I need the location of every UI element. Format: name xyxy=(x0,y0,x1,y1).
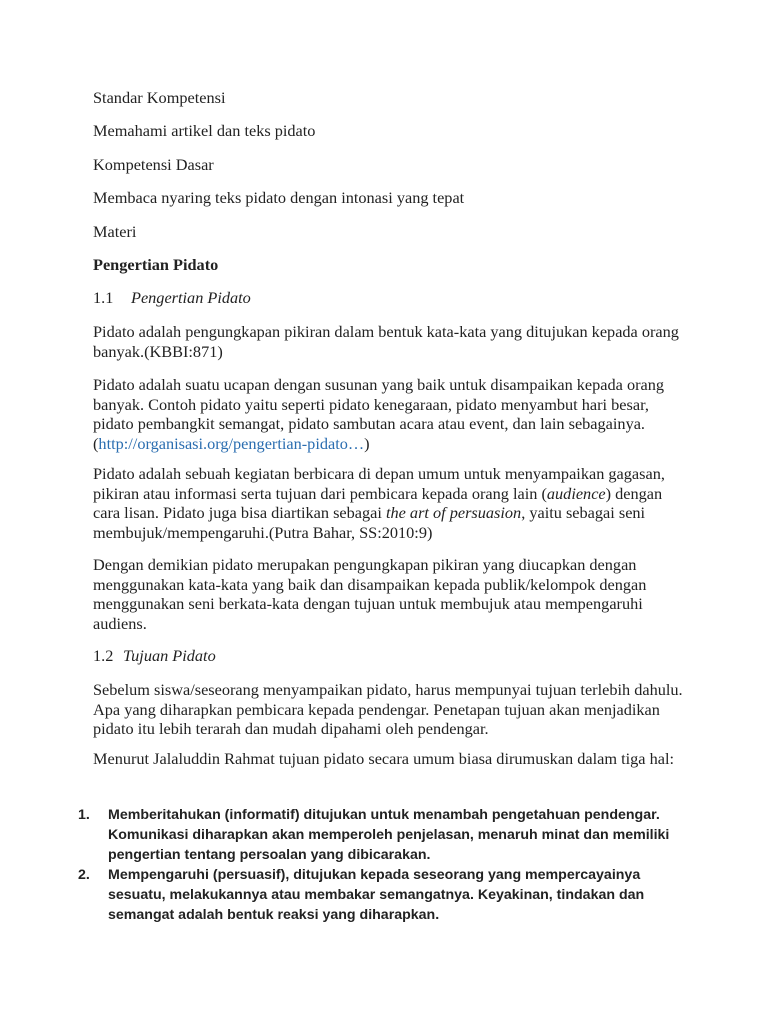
heading-pengertian-pidato: Pengertian Pidato xyxy=(93,255,219,274)
term-art-of-persuasion: the art of persuasion xyxy=(385,503,522,523)
tujuan-list xyxy=(78,805,698,925)
paragraph-conclusion: Dengan demikian pidato merupakan pengungkapan pikiran yang diucapkan dengan menggunakan kata-kata yang baik dan disampaikan kepada publik/kelompok dengan menggunakan seni berkata-kata dengan tujuan untuk membujuk atau mempengaruhi audiens. xyxy=(93,555,647,633)
paragraph-definition-putra-bahar xyxy=(93,464,683,542)
list-item xyxy=(78,865,698,925)
paragraph-text-a: Pidato adalah sebuah kegiatan berbicara di depan umum untuk menyampaikan gagasan, pikiran atau informasi serta tujuan dari pembicara kepada orang lain ( xyxy=(93,464,665,503)
section-1-1-heading xyxy=(93,288,683,308)
section-number: 1.2 xyxy=(93,646,114,665)
source-link[interactable]: http://organisasi.org/pengertian-pidato xyxy=(98,433,348,453)
standar-kompetensi-label: Standar Kompetensi xyxy=(93,88,226,107)
kompetensi-dasar-text: Membaca nyaring teks pidato dengan intonasi yang tepat xyxy=(93,188,465,207)
paragraph-text: Pidato adalah suatu ucapan dengan susunan yang baik untuk disampaikan kepada orang banyak. Contoh pidato yaitu seperti pidato kenegaraan, pidato menyambut hari besar, pidato pembangkit semangat, pidato sambutan acara atau event, dan lain sebagainya.( xyxy=(93,375,665,453)
list-item-text: Memberitahukan (informatif) ditujukan untuk menambah pengetahuan pendengar. Komunikasi diharapkan akan memperoleh penjelasan, menaruh minat dan memiliki pengertian tentang persoalan yang dibicarakan. xyxy=(108,807,670,863)
materi-label: Materi xyxy=(93,222,137,241)
paragraph-text-b: ) dengan cara lisan. Pidato juga bisa diartikan sebagai xyxy=(93,483,663,523)
list-item-text: Mempengaruhi (persuasif), ditujukan kepada seseorang yang mempercayainya sesuatu, melakukannya atau membakar semangatnya. Keyakinan, tindakan dan semangat adalah bentuk reaksi yang diharapkan. xyxy=(108,867,645,923)
standar-kompetensi-text: Memahami artikel dan teks pidato xyxy=(93,121,316,140)
list-item xyxy=(78,805,698,865)
term-audience: audience xyxy=(546,483,606,503)
link-ellipsis: … xyxy=(347,433,365,453)
section-title: Pengertian Pidato xyxy=(131,288,251,307)
section-number: 1.1 xyxy=(93,288,114,307)
paragraph-tujuan: Sebelum siswa/seseorang menyampaikan pidato, harus mempunyai tujuan terlebih dahulu. Apa yang diharapkan pembicara kepada pendengar. Penetapan tujuan akan menjadikan pidato itu lebih terarah dan mudah dipahami oleh pendengar. xyxy=(93,680,683,739)
section-title: Tujuan Pidato xyxy=(123,646,216,665)
paragraph-close: ) xyxy=(364,433,370,453)
kompetensi-dasar-label: Kompetensi Dasar xyxy=(93,155,214,174)
paragraph-text-c: , yaitu sebagai seni membujuk/mempengaruhi.(Putra Bahar, SS:2010:9) xyxy=(93,503,646,542)
paragraph-definition-kbbi: Pidato adalah pengungkapan pikiran dalam bentuk kata-kata yang ditujukan kepada orang banyak.(KBBI:871) xyxy=(93,322,679,361)
paragraph-jalaluddin-rahmat: Menurut Jalaluddin Rahmat tujuan pidato secara umum biasa dirumuskan dalam tiga hal: xyxy=(93,749,675,768)
list-marker: 2. xyxy=(78,867,90,883)
list-marker: 1. xyxy=(78,807,90,823)
section-1-2-heading xyxy=(93,646,683,666)
paragraph-definition-organisasi xyxy=(93,375,683,453)
